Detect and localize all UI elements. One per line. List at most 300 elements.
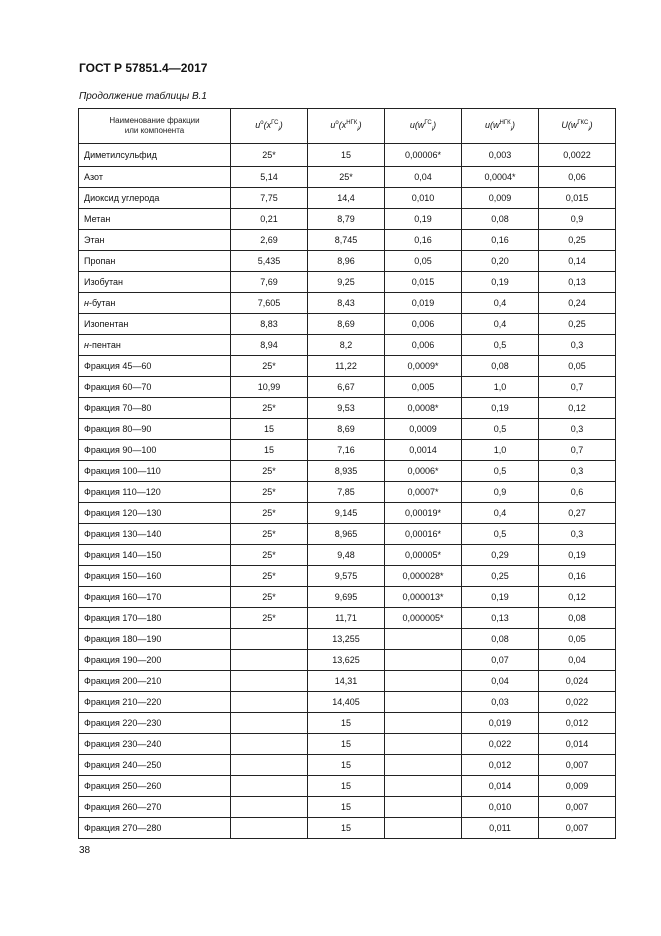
symbol-superscript: НГК — [346, 119, 358, 126]
table-row — [79, 209, 616, 230]
component-name-cell — [79, 608, 231, 629]
value-cell: 0,9 — [539, 209, 616, 230]
component-name-cell — [79, 314, 231, 335]
value-cell: 0,5 — [462, 419, 539, 440]
value-cell — [385, 671, 462, 692]
value-cell: 25* — [231, 545, 308, 566]
value-cell: 0,012 — [462, 755, 539, 776]
value-cell: 0,07 — [462, 650, 539, 671]
value-cell: 10,99 — [231, 377, 308, 398]
table-row — [79, 755, 616, 776]
value-cell — [385, 692, 462, 713]
value-cell: 25* — [231, 482, 308, 503]
value-cell — [231, 629, 308, 650]
symbol-superscript: ГС — [271, 119, 279, 126]
table-row — [79, 314, 616, 335]
component-name-cell — [79, 818, 231, 839]
value-cell: 0,000028* — [385, 566, 462, 587]
table-row — [79, 587, 616, 608]
value-cell: 7,69 — [231, 272, 308, 293]
value-cell: 0,019 — [385, 293, 462, 314]
column-header-3 — [385, 109, 462, 144]
component-name-cell — [79, 629, 231, 650]
component-name-cell — [79, 167, 231, 188]
component-name-cell — [79, 482, 231, 503]
value-cell: 0,011 — [462, 818, 539, 839]
table-header-row — [79, 109, 616, 144]
value-cell: 0,04 — [539, 650, 616, 671]
symbol-subscript: i — [510, 126, 512, 133]
value-cell: 15 — [231, 440, 308, 461]
value-cell: 25* — [231, 608, 308, 629]
component-name: Фракция 140—150 — [84, 550, 162, 560]
table-row — [79, 272, 616, 293]
value-cell: 8,745 — [308, 230, 385, 251]
value-cell: 0,9 — [462, 482, 539, 503]
value-cell: 8,83 — [231, 314, 308, 335]
symbol-variable: w — [417, 119, 425, 130]
value-cell: 0,007 — [539, 818, 616, 839]
value-cell: 0,003 — [462, 144, 539, 167]
value-cell: 15 — [308, 797, 385, 818]
component-name: Фракция 80—90 — [84, 424, 152, 434]
component-name: Метан — [84, 214, 111, 224]
symbol-paren: ( — [338, 119, 342, 130]
component-name-cell — [79, 566, 231, 587]
component-name-cell — [79, 188, 231, 209]
table-row — [79, 818, 616, 839]
value-cell: 8,96 — [308, 251, 385, 272]
symbol-prefix: u — [409, 119, 415, 130]
table-caption: Продолжение таблицы В.1 — [79, 91, 207, 102]
value-cell: 0,6 — [539, 482, 616, 503]
value-cell — [385, 776, 462, 797]
symbol-paren: ) — [358, 119, 362, 130]
value-cell: 15 — [308, 755, 385, 776]
component-name-cell — [79, 209, 231, 230]
value-cell — [231, 818, 308, 839]
component-name: Фракция 260—270 — [84, 802, 162, 812]
component-name: Фракция 200—210 — [84, 676, 162, 686]
component-name: Фракция 130—140 — [84, 529, 162, 539]
value-cell: 14,31 — [308, 671, 385, 692]
component-name: Фракция 120—130 — [84, 508, 162, 518]
value-cell: 8,935 — [308, 461, 385, 482]
component-name: Фракция 45—60 — [84, 361, 152, 371]
value-cell: 7,85 — [308, 482, 385, 503]
value-cell — [231, 650, 308, 671]
symbol-paren: ( — [414, 119, 418, 130]
value-cell: 25* — [231, 461, 308, 482]
component-name-cell — [79, 776, 231, 797]
value-cell: 0,010 — [385, 188, 462, 209]
value-cell: 14,4 — [308, 188, 385, 209]
value-cell: 25* — [231, 144, 308, 167]
column-header-2 — [308, 109, 385, 144]
value-cell: 0,16 — [385, 230, 462, 251]
value-cell: 0,3 — [539, 524, 616, 545]
value-cell: 0,0009* — [385, 356, 462, 377]
table-row — [79, 356, 616, 377]
value-cell — [231, 692, 308, 713]
component-name: Фракция 70—80 — [84, 403, 152, 413]
component-name-cell — [79, 734, 231, 755]
component-name: Фракция 220—230 — [84, 718, 162, 728]
value-cell: 0,00005* — [385, 545, 462, 566]
value-cell: 11,71 — [308, 608, 385, 629]
value-cell: 25* — [231, 524, 308, 545]
component-name-cell — [79, 419, 231, 440]
value-cell: 2,69 — [231, 230, 308, 251]
symbol-prefix: u — [485, 119, 491, 130]
column-header-name — [79, 109, 231, 144]
component-name: Фракция 250—260 — [84, 781, 162, 791]
value-cell: 0,16 — [462, 230, 539, 251]
table-row — [79, 251, 616, 272]
value-cell: 0,005 — [385, 377, 462, 398]
value-cell — [385, 713, 462, 734]
value-cell: 0,13 — [539, 272, 616, 293]
component-name: Фракция 150—160 — [84, 571, 162, 581]
symbol-superscript-o: o — [260, 119, 264, 126]
value-cell: 7,75 — [231, 188, 308, 209]
value-cell: 13,255 — [308, 629, 385, 650]
component-name-cell — [79, 144, 231, 167]
symbol-superscript: ГКС — [577, 119, 589, 126]
value-cell: 0,5 — [462, 524, 539, 545]
value-cell: 0,08 — [462, 209, 539, 230]
table-row — [79, 377, 616, 398]
value-cell: 0,007 — [539, 797, 616, 818]
value-cell: 8,965 — [308, 524, 385, 545]
value-cell: 0,015 — [385, 272, 462, 293]
component-name: Фракция 210—220 — [84, 697, 162, 707]
value-cell: 0,25 — [539, 230, 616, 251]
component-name-italic-prefix: н — [84, 298, 89, 308]
component-name: -пентан — [88, 340, 121, 350]
value-cell: 0,015 — [539, 188, 616, 209]
component-name-cell — [79, 251, 231, 272]
column-header-5 — [539, 109, 616, 144]
value-cell: 9,25 — [308, 272, 385, 293]
table-row — [79, 461, 616, 482]
value-cell: 0,000013* — [385, 587, 462, 608]
value-cell: 14,405 — [308, 692, 385, 713]
value-cell: 8,69 — [308, 314, 385, 335]
value-cell: 15 — [308, 713, 385, 734]
component-name: Диметилсульфид — [84, 150, 157, 160]
component-name-cell — [79, 335, 231, 356]
value-cell: 0,00019* — [385, 503, 462, 524]
column-header-1 — [231, 109, 308, 144]
table-row — [79, 629, 616, 650]
table-row — [79, 545, 616, 566]
component-name: Фракция 270—280 — [84, 823, 162, 833]
value-cell: 0,00006* — [385, 144, 462, 167]
value-cell: 0,0014 — [385, 440, 462, 461]
value-cell: 0,25 — [539, 314, 616, 335]
value-cell: 0,19 — [385, 209, 462, 230]
value-cell: 25* — [231, 356, 308, 377]
value-cell: 0,0008* — [385, 398, 462, 419]
value-cell: 0,04 — [385, 167, 462, 188]
symbol-variable: w — [570, 119, 578, 130]
symbol-subscript: i — [431, 126, 434, 133]
value-cell: 0,006 — [385, 314, 462, 335]
document-header: ГОСТ Р 57851.4—2017 — [79, 61, 208, 75]
table-row — [79, 335, 616, 356]
value-cell: 25* — [231, 503, 308, 524]
value-cell: 0,12 — [539, 587, 616, 608]
table-row — [79, 608, 616, 629]
component-name: Фракция 240—250 — [84, 760, 162, 770]
value-cell: 15 — [308, 818, 385, 839]
value-cell: 7,16 — [308, 440, 385, 461]
value-cell: 0,13 — [462, 608, 539, 629]
value-cell: 5,14 — [231, 167, 308, 188]
component-name-cell — [79, 545, 231, 566]
table-row — [79, 692, 616, 713]
value-cell — [385, 755, 462, 776]
value-cell: 0,08 — [539, 608, 616, 629]
value-cell: 0,14 — [539, 251, 616, 272]
table-row — [79, 503, 616, 524]
symbol-paren: ) — [589, 119, 593, 130]
symbol-superscript: НГК — [499, 119, 511, 126]
value-cell: 0,024 — [539, 671, 616, 692]
value-cell: 9,48 — [308, 545, 385, 566]
symbol-paren: ) — [433, 119, 437, 130]
table-row — [79, 293, 616, 314]
value-cell — [231, 797, 308, 818]
table-row — [79, 398, 616, 419]
table-row — [79, 419, 616, 440]
value-cell: 0,009 — [462, 188, 539, 209]
value-cell: 9,695 — [308, 587, 385, 608]
value-cell — [385, 629, 462, 650]
value-cell: 15 — [308, 734, 385, 755]
value-cell: 0,007 — [539, 755, 616, 776]
value-cell: 1,0 — [462, 377, 539, 398]
value-cell: 15 — [308, 776, 385, 797]
component-name: Фракция 60—70 — [84, 382, 152, 392]
value-cell: 0,12 — [539, 398, 616, 419]
table-row — [79, 230, 616, 251]
component-name-cell — [79, 293, 231, 314]
component-name-cell — [79, 503, 231, 524]
symbol-prefix: u — [255, 119, 261, 130]
value-cell: 0,05 — [539, 629, 616, 650]
table-row — [79, 734, 616, 755]
value-cell: 0,0022 — [539, 144, 616, 167]
value-cell: 9,53 — [308, 398, 385, 419]
component-name-cell — [79, 356, 231, 377]
component-name-cell — [79, 377, 231, 398]
data-table — [78, 108, 616, 839]
component-name: -бутан — [88, 298, 116, 308]
component-name-cell — [79, 230, 231, 251]
value-cell: 0,006 — [385, 335, 462, 356]
value-cell — [385, 818, 462, 839]
symbol-prefix: u — [330, 119, 336, 130]
symbol-variable: x — [341, 119, 347, 130]
component-name: Фракция 110—120 — [84, 487, 161, 497]
component-name-italic-prefix: н — [84, 340, 89, 350]
value-cell: 8,43 — [308, 293, 385, 314]
component-name-cell — [79, 398, 231, 419]
symbol-superscript: ГС — [424, 119, 432, 126]
value-cell: 0,0009 — [385, 419, 462, 440]
component-name: Азот — [84, 172, 103, 182]
component-name: Фракция 170—180 — [84, 613, 162, 623]
value-cell — [231, 755, 308, 776]
table-row — [79, 797, 616, 818]
value-cell: 8,69 — [308, 419, 385, 440]
value-cell: 0,08 — [462, 356, 539, 377]
value-cell: 0,06 — [539, 167, 616, 188]
value-cell: 8,94 — [231, 335, 308, 356]
value-cell: 8,79 — [308, 209, 385, 230]
component-name: Изобутан — [84, 277, 123, 287]
symbol-subscript: i — [278, 126, 280, 133]
value-cell: 0,3 — [539, 419, 616, 440]
component-name: Фракция 160—170 — [84, 592, 162, 602]
component-name-cell — [79, 755, 231, 776]
symbol-paren: ( — [263, 119, 267, 130]
component-name-cell — [79, 524, 231, 545]
component-name-cell — [79, 713, 231, 734]
value-cell: 0,04 — [462, 671, 539, 692]
value-cell: 9,575 — [308, 566, 385, 587]
value-cell: 0,25 — [462, 566, 539, 587]
value-cell: 0,05 — [385, 251, 462, 272]
symbol-variable: x — [266, 119, 272, 130]
value-cell: 11,22 — [308, 356, 385, 377]
value-cell: 0,014 — [462, 776, 539, 797]
symbol-prefix: U — [561, 119, 568, 130]
column-header-name-line: Наименование фракции — [109, 116, 200, 125]
value-cell — [385, 734, 462, 755]
value-cell: 0,19 — [462, 398, 539, 419]
value-cell: 25* — [231, 587, 308, 608]
value-cell: 0,4 — [462, 314, 539, 335]
table-row — [79, 671, 616, 692]
component-name: Фракция 230—240 — [84, 739, 162, 749]
value-cell: 0,00016* — [385, 524, 462, 545]
table-row — [79, 482, 616, 503]
value-cell: 13,625 — [308, 650, 385, 671]
column-header-4 — [462, 109, 539, 144]
value-cell: 0,0004* — [462, 167, 539, 188]
value-cell: 0,7 — [539, 440, 616, 461]
column-header-name-line: или компонента — [124, 126, 185, 135]
component-name: Фракция 190—200 — [84, 655, 162, 665]
value-cell: 0,24 — [539, 293, 616, 314]
value-cell: 0,010 — [462, 797, 539, 818]
value-cell: 0,7 — [539, 377, 616, 398]
component-name: Этан — [84, 235, 105, 245]
value-cell: 25* — [231, 398, 308, 419]
value-cell: 15 — [308, 144, 385, 167]
symbol-subscript: i — [357, 126, 359, 133]
value-cell: 0,19 — [539, 545, 616, 566]
table-row — [79, 524, 616, 545]
component-name: Фракция 90—100 — [84, 445, 157, 455]
component-name: Фракция 180—190 — [84, 634, 162, 644]
value-cell: 0,5 — [462, 461, 539, 482]
value-cell: 0,022 — [462, 734, 539, 755]
symbol-paren: ( — [490, 119, 494, 130]
value-cell: 0,3 — [539, 461, 616, 482]
value-cell: 0,16 — [539, 566, 616, 587]
value-cell: 0,19 — [462, 272, 539, 293]
table-row — [79, 167, 616, 188]
value-cell: 5,435 — [231, 251, 308, 272]
table-row — [79, 440, 616, 461]
component-name-cell — [79, 272, 231, 293]
value-cell: 25* — [308, 167, 385, 188]
value-cell: 0,29 — [462, 545, 539, 566]
value-cell: 9,145 — [308, 503, 385, 524]
component-name: Изопентан — [84, 319, 129, 329]
table-row — [79, 566, 616, 587]
component-name-cell — [79, 461, 231, 482]
table-row — [79, 713, 616, 734]
value-cell — [231, 671, 308, 692]
component-name-cell — [79, 797, 231, 818]
symbol-subscript: i — [588, 126, 590, 133]
value-cell: 1,0 — [462, 440, 539, 461]
value-cell: 25* — [231, 566, 308, 587]
value-cell: 0,3 — [539, 335, 616, 356]
value-cell: 7,605 — [231, 293, 308, 314]
component-name-cell — [79, 671, 231, 692]
component-name-cell — [79, 692, 231, 713]
symbol-paren: ( — [567, 119, 571, 130]
value-cell: 0,0007* — [385, 482, 462, 503]
value-cell: 0,009 — [539, 776, 616, 797]
value-cell — [231, 713, 308, 734]
value-cell — [231, 734, 308, 755]
value-cell: 0,08 — [462, 629, 539, 650]
value-cell: 0,5 — [462, 335, 539, 356]
value-cell — [385, 650, 462, 671]
symbol-paren: ) — [279, 119, 283, 130]
value-cell: 0,0006* — [385, 461, 462, 482]
value-cell: 0,4 — [462, 503, 539, 524]
symbol-variable: w — [493, 119, 500, 130]
component-name-cell — [79, 440, 231, 461]
value-cell: 0,014 — [539, 734, 616, 755]
value-cell: 0,03 — [462, 692, 539, 713]
symbol-superscript-o: o — [335, 119, 339, 126]
value-cell: 6,67 — [308, 377, 385, 398]
page-number: 38 — [79, 845, 91, 856]
table-row — [79, 776, 616, 797]
value-cell: 0,21 — [231, 209, 308, 230]
value-cell: 0,27 — [539, 503, 616, 524]
value-cell: 8,2 — [308, 335, 385, 356]
component-name: Диоксид углерода — [84, 193, 160, 203]
table-row — [79, 650, 616, 671]
value-cell: 0,4 — [462, 293, 539, 314]
table-row — [79, 188, 616, 209]
symbol-paren: ) — [511, 119, 515, 130]
value-cell: 0,05 — [539, 356, 616, 377]
value-cell: 15 — [231, 419, 308, 440]
value-cell: 0,20 — [462, 251, 539, 272]
table-row — [79, 144, 616, 167]
